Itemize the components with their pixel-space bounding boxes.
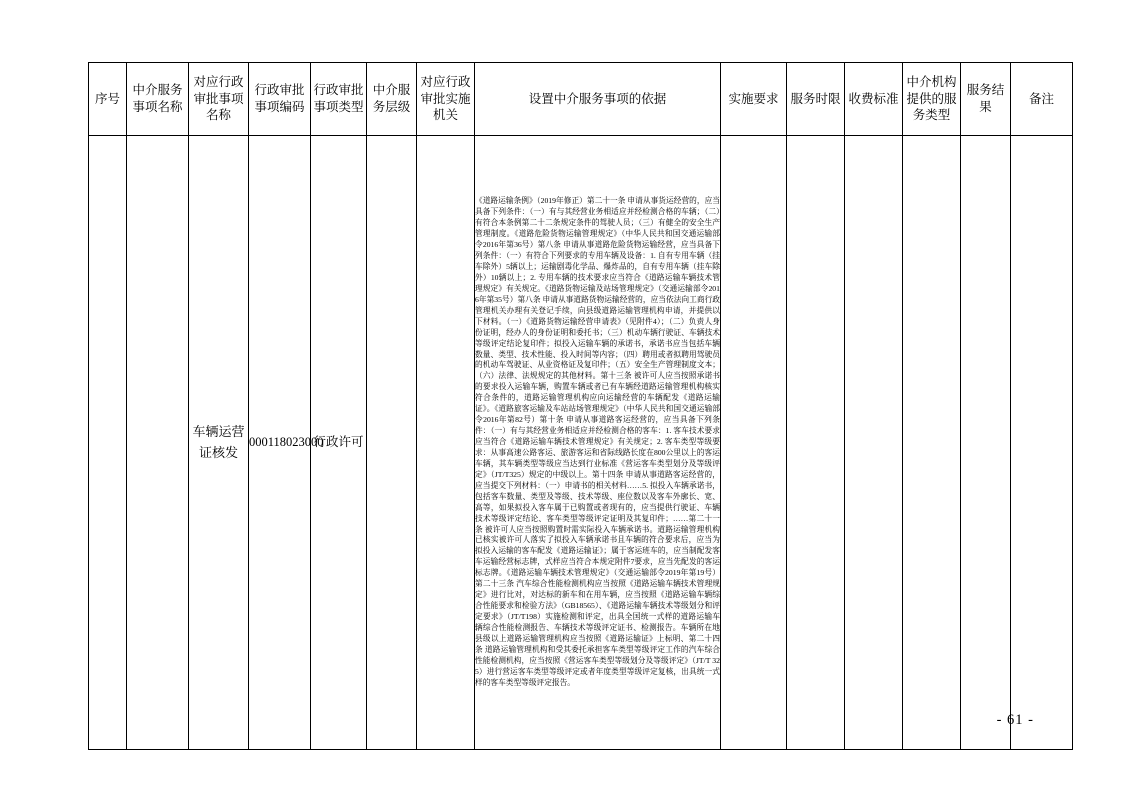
cell-service-name — [127, 136, 189, 750]
cell-service-result — [961, 136, 1011, 750]
cell-approval-code: 000118023000 — [249, 136, 311, 750]
cell-fee-standard — [845, 136, 903, 750]
cell-service-type — [903, 136, 961, 750]
cell-basis — [475, 136, 721, 750]
intermediary-service-table — [88, 62, 1073, 750]
cell-remark — [1011, 136, 1073, 750]
col-header-service-level: 中介服务层级 — [367, 63, 417, 136]
col-header-approval-name: 对应行政审批事项名称 — [189, 63, 249, 136]
col-header-remark: 备注 — [1011, 63, 1073, 136]
col-header-approval-code: 行政审批事项编码 — [249, 63, 311, 136]
col-header-requirement: 实施要求 — [721, 63, 787, 136]
col-header-approval-authority: 对应行政审批实施机关 — [417, 63, 475, 136]
col-header-approval-type: 行政审批事项类型 — [311, 63, 367, 136]
col-header-fee-standard: 收费标准 — [845, 63, 903, 136]
table-row — [89, 136, 1073, 750]
page-number: - 61 - — [996, 712, 1034, 728]
col-header-service-name: 中介服务事项名称 — [127, 63, 189, 136]
cell-requirement — [721, 136, 787, 750]
col-header-service-type: 中介机构提供的服务类型 — [903, 63, 961, 136]
col-header-service-period: 服务时限 — [787, 63, 845, 136]
col-header-basis: 设置中介服务事项的依据 — [475, 63, 721, 136]
cell-approval-type: 行政许可 — [311, 136, 367, 750]
cell-service-level — [367, 136, 417, 750]
cell-service-period — [787, 136, 845, 750]
cell-approval-name: 车辆运营证核发 — [189, 136, 249, 750]
cell-seq — [89, 136, 127, 750]
table-header-row — [89, 63, 1073, 136]
basis-text: 《道路运输条例》（2019年修正）第二十一条 申请从事货运经营的，应当具备下列条件：（一）有与其经营业务相适应并经检测合格的车辆；（二）有符合本条例第二十二条规定条件的驾驶人员；（三）有健全的安全生产管理制度。《道路危险货物运输管理规定》（中华人民共和国交通运输部令2016年第36号）第八条 申请从事道路危险货物运输经营，应当具备下列条件：（一）有符合下列要求的专用车辆及设备：1. 自有专用车辆（挂车除外）5辆以上；运输剧毒化学品、爆炸品的，自有专用车辆（挂车除外）10辆以上；2. 专用车辆的技术要求应当符合《道路运输车辆技术管理规定》有关规定。《道路货物运输及站场管理规定》（交通运输部令2016年第35号）第八条 申请从事道路货物运输经营的，应当依法向工商行政管理机关办理有关登记手续，向县级道路运输管理机构申请，并提供以下材料。（一）《道路货物运输经营申请表》（见附件4）；（二）负责人身份证明，经办人的身份证明和委托书；（三）机动车辆行驶证、车辆技术等级评定结论复印件；拟投入运输车辆的承诺书，承诺书应当包括车辆数量、类型、技术性能、投入时间等内容；（四）聘用或者拟聘用驾驶员的机动车驾驶证、从业资格证及复印件；（五）安全生产管理制度文本；（六）法律、法规规定的其他材料。第十三条 被许可人应当按照承诺书的要求投入运输车辆，购置车辆或者已有车辆经道路运输管理机构核实符合条件的，道路运输管理机构应向运输经营的车辆配发《道路运输证》。《道路旅客运输及车站站场管理规定》（中华人民共和国交通运输部令2016年第82号）第十条 申请从事道路客运经营的，应当具备下列条件：（一）有与其经营业务相适应并经检测合格的客车：1. 客车技术要求应当符合《道路运输车辆技术管理规定》有关规定；2. 客车类型等级要求：从事高速公路客运、旅游客运和省际线路长度在800公里以上的客运车辆，其车辆类型等级应当达到行业标准《营运客车类型划分及等级评定》（JT/T325）规定的中级以上。第十四条 申请从事道路客运经营的，应当提交下列材料：（一）申请书的相关材料……5. 拟投入车辆承诺书，包括客车数量、类型及等级、技术等级、座位数以及客车外廓长、宽、高等，如果拟投入客车属于已购置或者现有的，应当提供行驶证、车辆技术等级评定结论、客车类型等级评定证明及其复印件；……第二十一条 被许可人应当按照购置时需实际投入车辆承诺书。道路运输管理机构已核实被许可人落实了拟投入车辆承诺书且车辆的符合要求后，应当为拟投入运输的客车配发《道路运输证》；属于客运班车的，应当制配发客车运输经营标志牌，式样应当符合本规定附件7要求，应当先配发的客运标志牌。《道路运输车辆技术管理规定》（交通运输部令2019年第19号）第二十三条 汽车综合性能检测机构应当按照《道路运输车辆技术管理规定》进行比对，对达标的新车和在用车辆，应当按照《道路运输车辆综合性能要求和检验方法》（GB18565）、《道路运输车辆技术等级划分和评定要求》（JT/T198）实施检测和评定，出具全国统一式样的道路运输车辆综合性能检测报告、车辆技术等级评定证书、检测报告。车辆所在地县级以上道路运输管理机构应当按照《道路运输证》上标明、第二十四条 道路运输管理机构和受其委托承担客车类型等级评定工作的汽车综合性能检测机构，应当按照《营运客车类型等级划分及等级评定》（JT/T 325）进行营运客车类型等级评定或者年度类型等级评定复核，出具统一式样的客车类型等级评定报告。 — [475, 196, 720, 687]
col-header-seq: 序号 — [89, 63, 127, 136]
cell-approval-authority — [417, 136, 475, 750]
col-header-service-result: 服务结果 — [961, 63, 1011, 136]
